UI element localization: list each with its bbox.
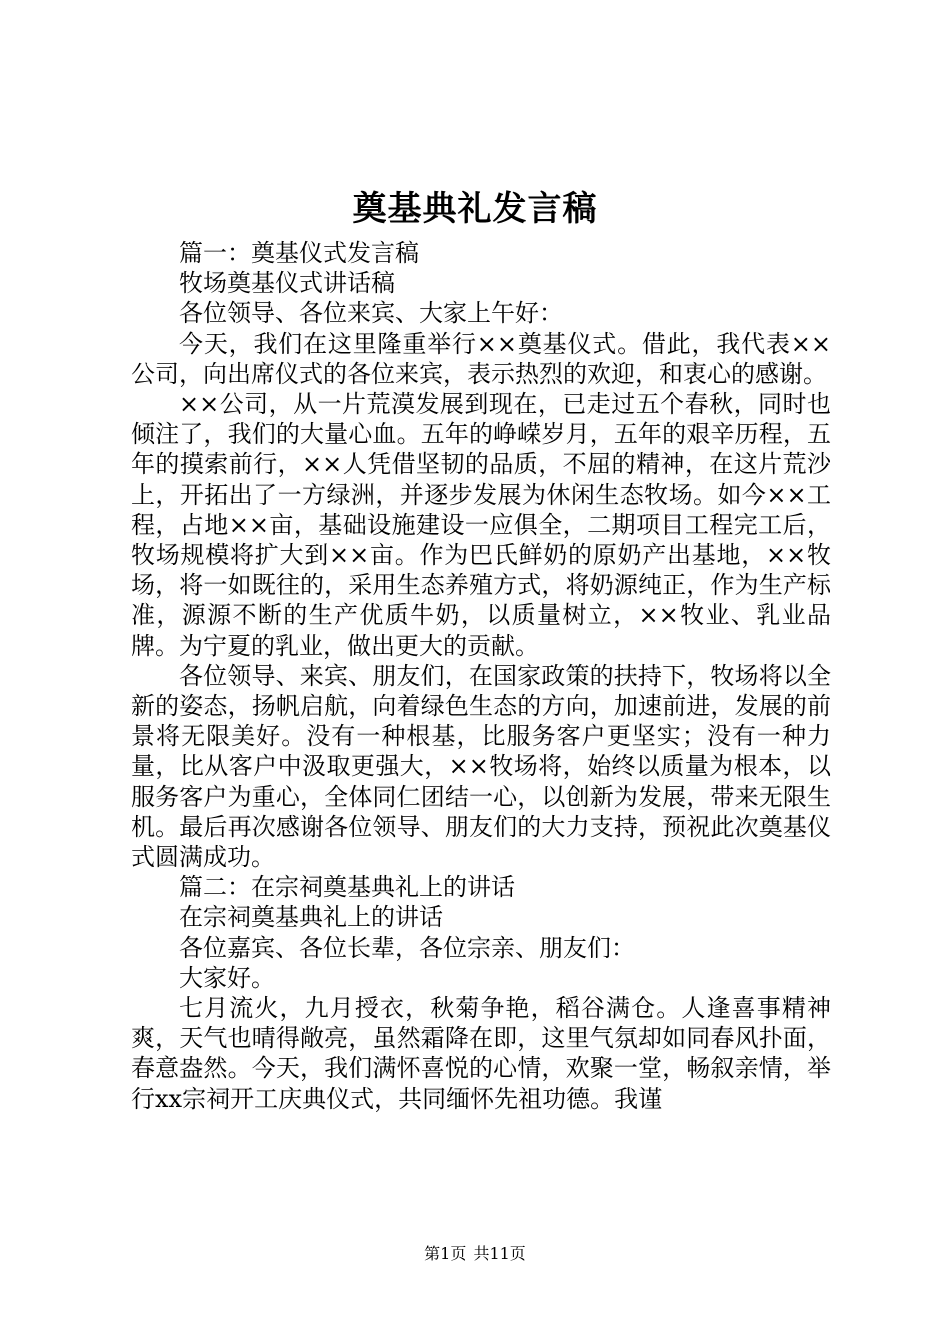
greeting: 大家好。 <box>179 963 275 992</box>
body-paragraph: ××公司，从一片荒漠发展到现在，已走过五个春秋，同时也倾注了，我们的大量心血。五年的峥嵘岁月，五年的艰辛历程，五年的摸索前行，××人凭借坚韧的品质，不屈的精神，在这片荒沙上，开拓出了一方绿洲，并逐步发展为休闲生态牧场。如今××工程，占地××亩，基础设施建设一应俱全，二期项目工程完工后，牧场规模将扩大到××亩。作为巴氏鲜奶的原奶产出基地，××牧场，将一如既往的，采用生态养殖方式，将奶源纯正，作为生产标准，源源不断的生产优质牛奶，以质量树立，××牧业、乳业品牌。为宁夏的乳业，做出更大的贡献。 <box>131 390 831 660</box>
document-title: 奠基典礼发言稿 <box>352 189 598 229</box>
salutation-2: 各位嘉宾、各位长辈，各位宗亲、朋友们： <box>179 933 635 962</box>
page-number-footer: 第1页 共11页 <box>424 1244 526 1263</box>
body-paragraph: 各位领导、来宾、朋友们，在国家政策的扶持下，牧场将以全新的姿态，扬帆启航，向着绿色生态的方向，加速前进，发展的前景将无限美好。没有一种根基，比服务客户更坚实；没有一种力量，比从客户中汲取更强大，××牧场将，始终以质量为根本，以服务客户为重心，全体同仁团结一心，以创新为发展，带来无限生机。最后再次感谢各位领导、朋友们的大力支持，预祝此次奠基仪式圆满成功。 <box>131 661 831 872</box>
salutation-1: 各位领导、各位来宾、大家上午好： <box>179 299 563 328</box>
section-heading-2: 篇二：在宗祠奠基典礼上的讲话 <box>179 873 515 902</box>
speech-title-2: 在宗祠奠基典礼上的讲话 <box>179 903 443 932</box>
speech-title-1: 牧场奠基仪式讲话稿 <box>179 269 395 298</box>
document-body <box>131 238 831 1114</box>
body-paragraph: 今天，我们在这里隆重举行××奠基仪式。借此，我代表××公司，向出席仪式的各位来宾，表示热烈的欢迎，和衷心的感谢。 <box>131 329 831 388</box>
section-heading-1: 篇一：奠基仪式发言稿 <box>179 239 419 267</box>
body-paragraph: 七月流火，九月授衣，秋菊争艳，稻谷满仓。人逢喜事精神爽，天气也晴得敞亮，虽然霜降在即，这里气氛却如同春风扑面，春意盎然。今天，我们满怀喜悦的心情，欢聚一堂，畅叙亲情，举行xx宗祠开工庆典仪式，共同缅怀先祖功德。我谨 <box>131 994 831 1113</box>
